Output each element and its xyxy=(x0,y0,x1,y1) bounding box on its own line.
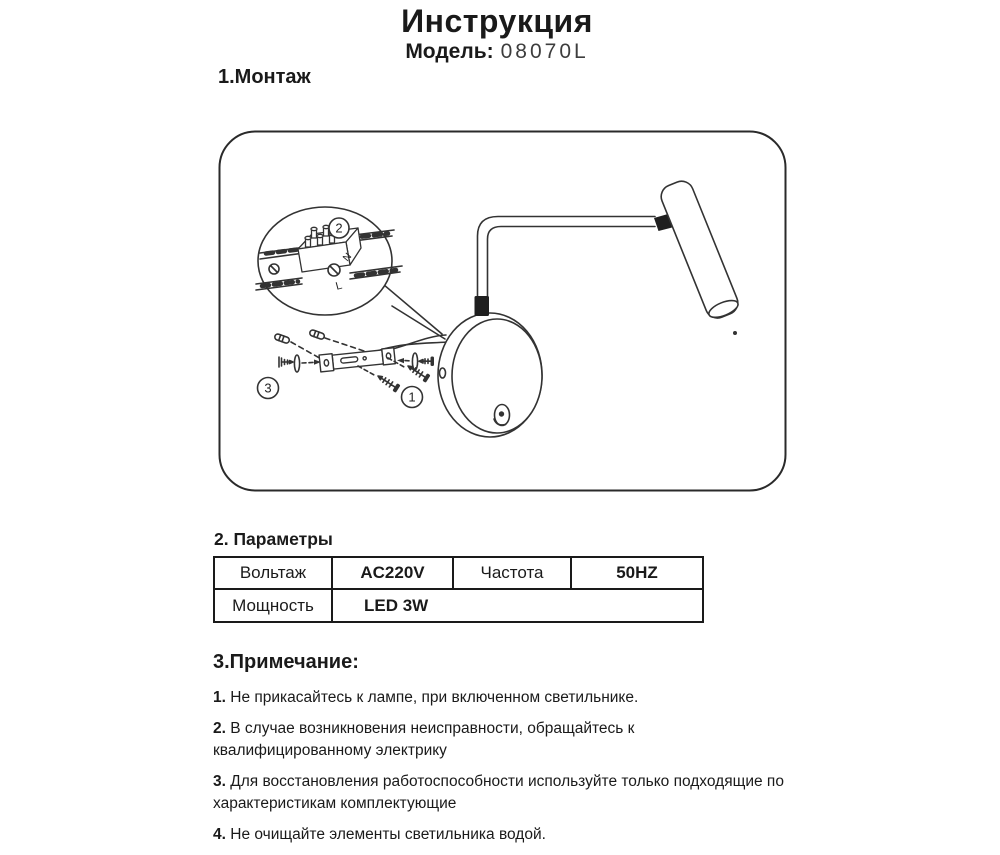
terminal-screw-right-icon xyxy=(328,264,340,276)
table-row xyxy=(215,590,702,621)
light-dot xyxy=(733,331,737,335)
base-rim-hole xyxy=(440,368,446,378)
note-item xyxy=(213,718,797,762)
cell-power-value: LED 3W xyxy=(333,590,702,621)
section-heading-parameters: 2. Параметры xyxy=(214,529,333,550)
callout-3-label: 3 xyxy=(264,381,271,396)
page-title: Инструкция xyxy=(0,3,994,40)
mounting-bracket xyxy=(319,347,395,372)
terminal-screw-left-icon xyxy=(269,264,279,274)
note-number: 4. xyxy=(213,826,226,843)
note-text: Для восстановления работоспособности используйте только подходящие по характеристикам комплектующие xyxy=(213,773,784,812)
lamp-head xyxy=(658,178,742,322)
model-value: 08070L xyxy=(501,40,589,63)
section-heading-mounting: 1.Монтаж xyxy=(218,66,311,89)
note-text: Не очищайте элементы светильника водой. xyxy=(230,826,546,843)
lamp-arm xyxy=(475,213,677,316)
terminal-label-l: L xyxy=(334,280,343,293)
arm-base-joint xyxy=(475,296,490,316)
screw-guide-a xyxy=(358,366,376,376)
note-text: В случае возникновения неисправности, обращайтесь к квалифицированному электрику xyxy=(213,720,634,759)
cell-voltage-label: Вольтаж xyxy=(215,558,333,590)
note-item xyxy=(213,687,797,709)
cell-power-label: Мощность xyxy=(215,590,333,621)
base-switch xyxy=(494,405,510,426)
screw-guide-left xyxy=(302,362,314,363)
note-item xyxy=(213,824,797,846)
cell-frequency-value: 50HZ xyxy=(572,558,702,590)
wall-anchor-2 xyxy=(309,329,325,340)
terminal-detail-circle xyxy=(256,207,402,315)
terminal-label-n: N xyxy=(341,251,354,264)
note-number: 2. xyxy=(213,720,226,737)
screw-right xyxy=(419,357,434,367)
model-label: Модель: xyxy=(405,40,493,63)
note-item xyxy=(213,771,797,815)
washer-left xyxy=(294,355,299,372)
note-number: 3. xyxy=(213,773,226,790)
model-line xyxy=(0,40,994,64)
note-text: Не прикасайтесь к лампе, при включенном светильнике. xyxy=(230,689,638,706)
parameters-table xyxy=(213,556,704,623)
mounting-diagram xyxy=(218,130,788,493)
detail-pointer xyxy=(377,279,445,339)
screw-a xyxy=(376,372,401,393)
section-heading-notes: 3.Примечание: xyxy=(213,651,359,674)
note-number: 1. xyxy=(213,689,226,706)
notes-list xyxy=(213,687,797,855)
lamp-base xyxy=(438,313,542,437)
arrow-left-icon xyxy=(397,358,404,363)
wall-anchor-1 xyxy=(274,333,290,344)
screw-left xyxy=(279,357,293,367)
callout-1-label: 1 xyxy=(408,390,415,405)
cell-frequency-label: Частота xyxy=(454,558,572,590)
cell-voltage-value: AC220V xyxy=(333,558,454,590)
table-row xyxy=(215,558,702,590)
washer-right xyxy=(412,353,417,370)
callout-2-label: 2 xyxy=(335,221,342,236)
anchor-guide-2 xyxy=(325,338,367,352)
